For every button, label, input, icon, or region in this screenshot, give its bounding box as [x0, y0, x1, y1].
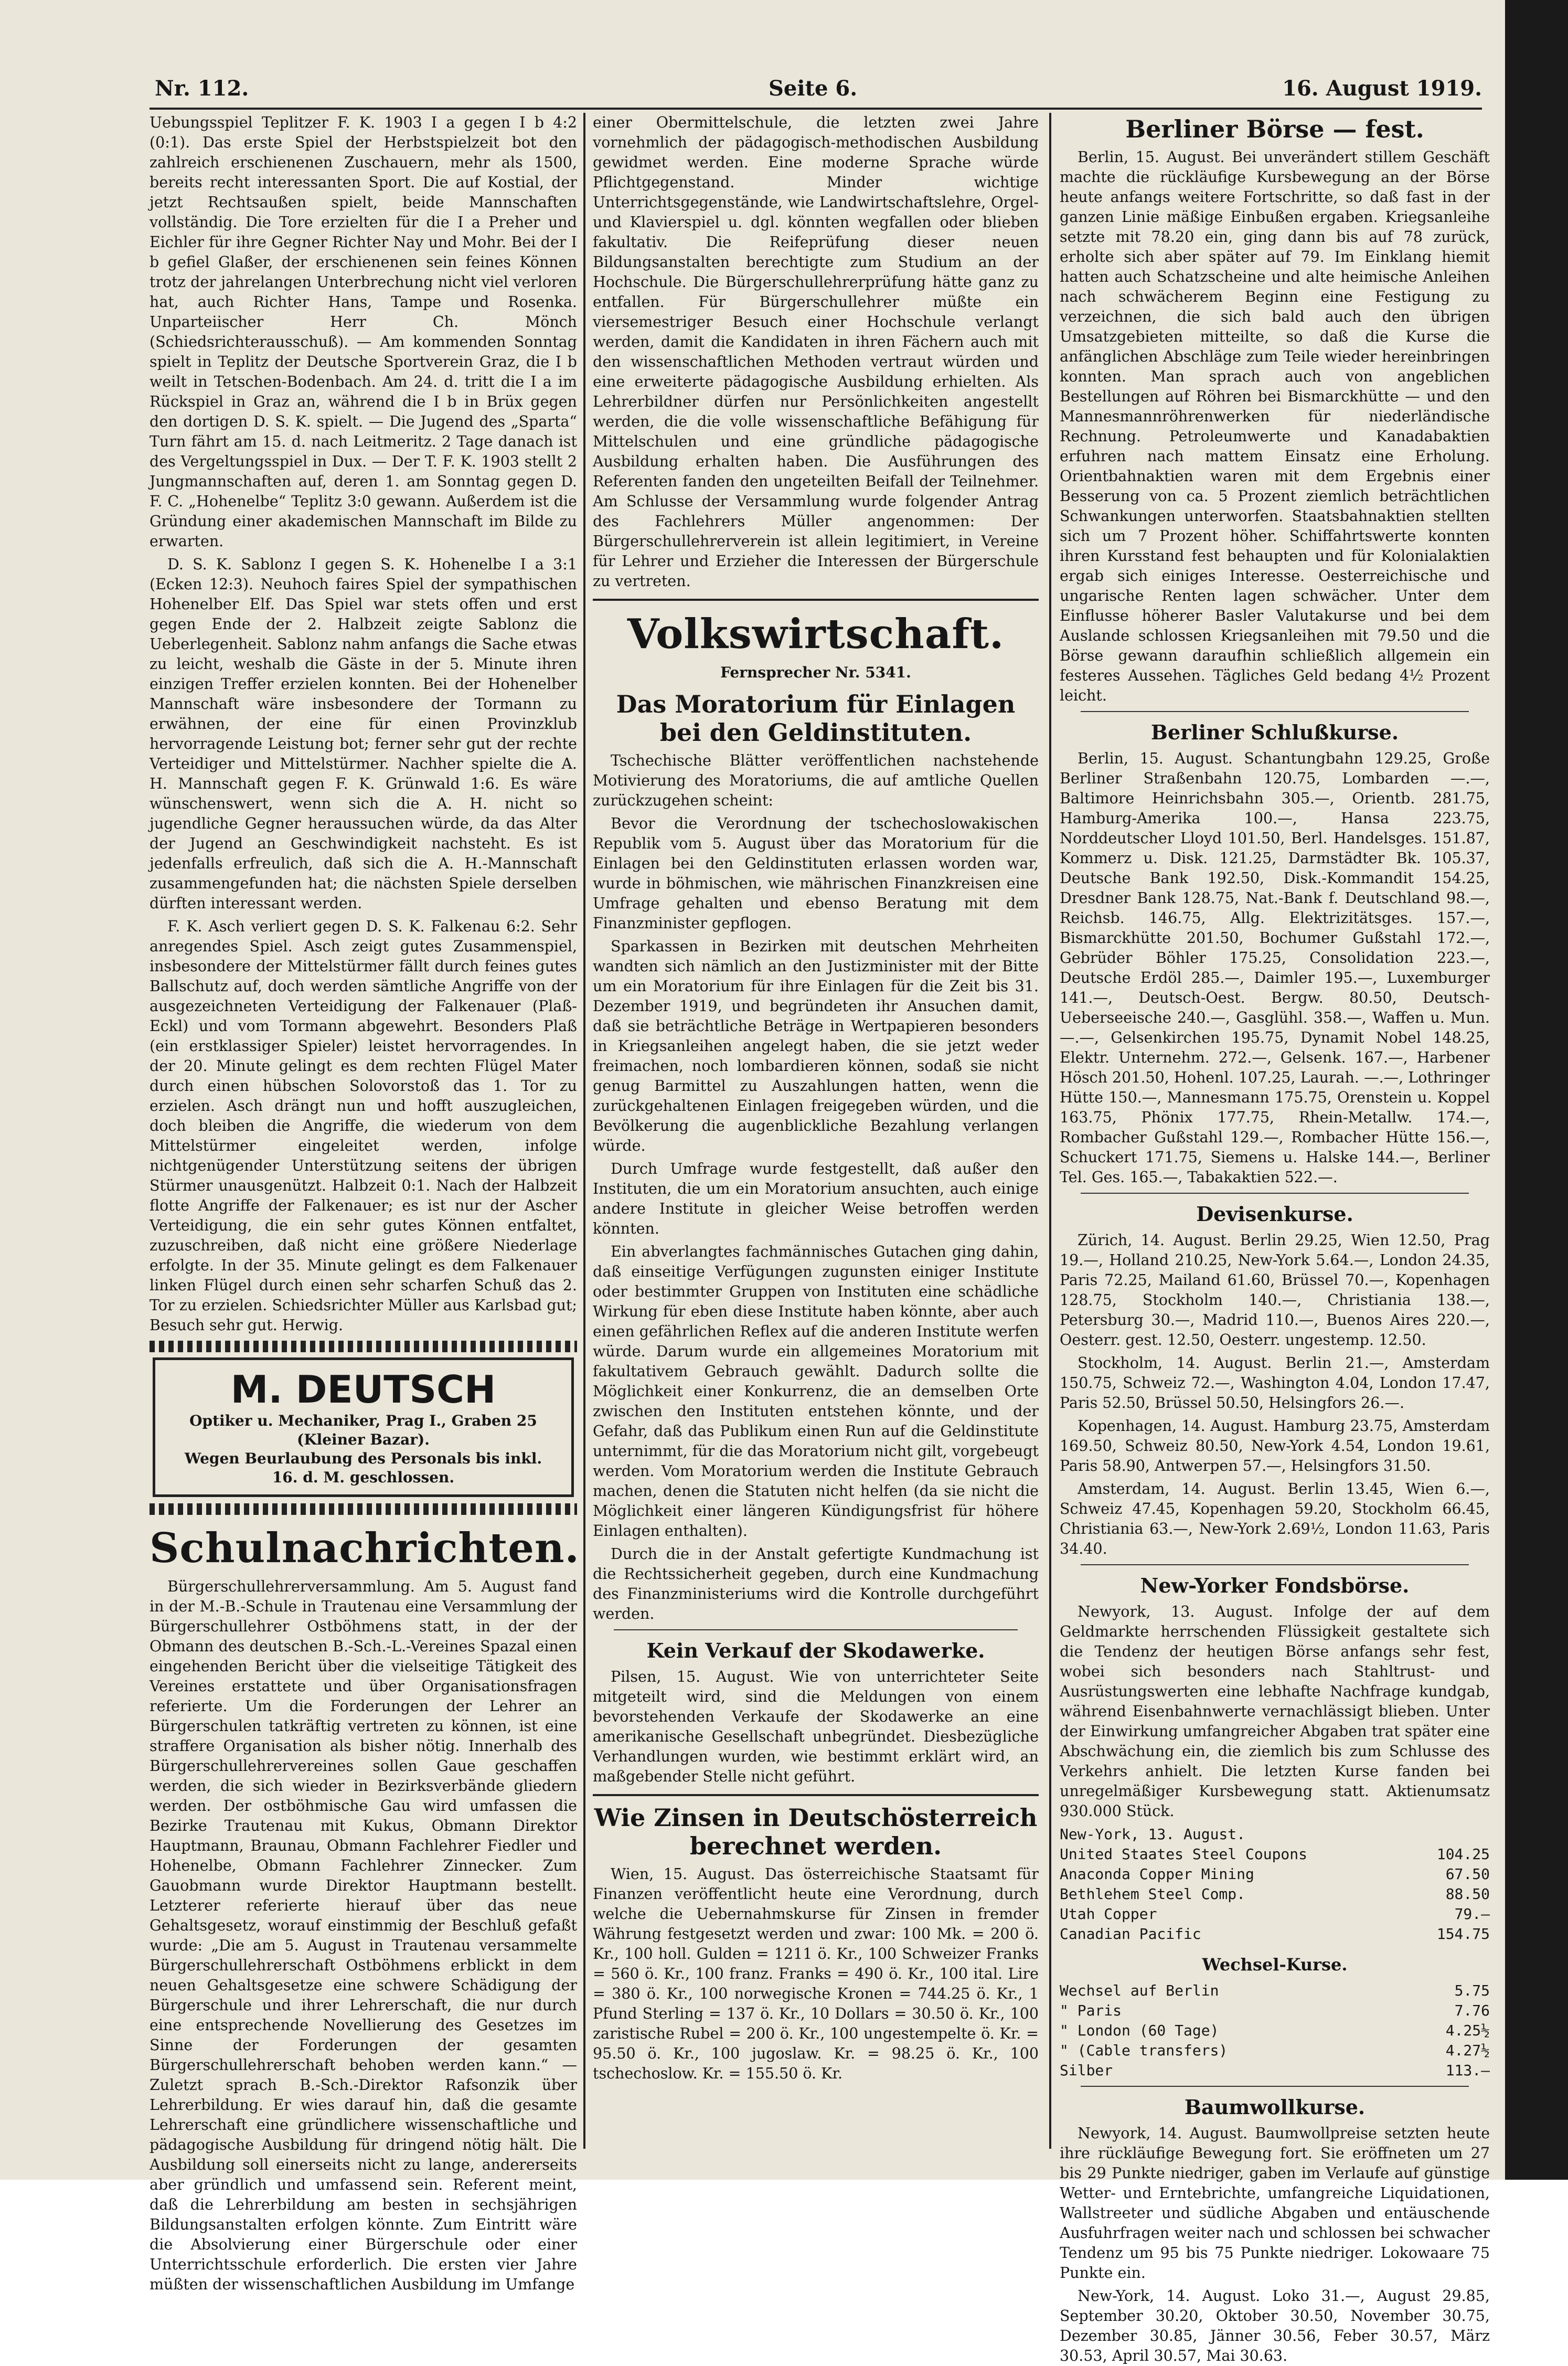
column-1 [150, 113, 580, 2293]
ornamental-rule [150, 1503, 577, 1515]
baumwoll-paragraph: New-York, 14. August. Loko 31.—, August 29.85, September 30.20, Oktober 30.50, November 30.75, Dezember 30.85, Jänner 30.56, Feber 30.57, März 30.53, April 30.57, Mai 30.63. [1060, 2287, 1490, 2364]
quote-value: 88.50 [1445, 1885, 1490, 1903]
volks-heading: Volkswirtschaft. [627, 610, 1005, 658]
quote-name: Canadian Pacific [1060, 1925, 1201, 1943]
zinsen-paragraph: Wien, 15. August. Das österreichische Staatsamt für Finanzen veröffentlicht heute eine Verordnung, durch welche die Uebernahmskurse für Zinsen in fremder Währung festgesetzt werden und zwar: 100 Mk. = 200 ö. Kr., 100 holl. Gulden = 1211 ö. Kr., 100 Schweizer Franks = 560 ö. Kr., 100 franz. Franks = 490 ö. Kr., 100 ital. Lire = 380 ö. Kr., 100 norwegische Kronen = 744.25 ö. Kr., 1 Pfund Sterling = 137 ö. Kr., 10 Dollars = 30.50 ö. Kr., 100 zaristische Rubel = 200 ö. Kr., 100 ungestempelte ö. Kr. = 95.50 ö. Kr., 100 jugoslaw. Kr. = 98.25 ö. Kr., 100 tschechoslow. Kr. = 155.50 ö. Kr. [593, 1865, 1039, 2082]
divider [1081, 711, 1469, 712]
wechsel-row [1060, 2041, 1490, 2061]
page-number: Seite 6. [769, 76, 858, 101]
moratorium-paragraph: Bevor die Verordnung der tschechoslowakischen Republik vom 5. August über das Moratorium für die Einlagen bei den Geldinstituten erlassen worden war, wurde in böhmischen, wie mährischen Finanzkreisen eine Umfrage gehalten und ebenso Beratung mit dem Finanzminister gepflogen. [593, 815, 1039, 932]
ny-quotes-table [1060, 1824, 1490, 1944]
sport-paragraph: Uebungsspiel Teplitzer F. K. 1903 I a gegen I b 4:2 (0:1). Das erste Spiel der Herbstspielzeit bot den zahlreich erschienenen Zuschauern, mehr als 1500, bereits recht interessanten Sport. Die auf Kostial, der jetzt Rechtsaußen spielt, beide Mannschaften vollständig. Die Tore erzielten für die I a Preher und Eichler für ihre Gegner Richter Nay und Mohr. Bei der I b gefiel Glaßer, der erschienenen sein feines Können trotz der jahrelangen Unterbrechung nicht viel verloren hat, auch Richter Hans, Tampe und Rosenka. Unparteiischer Herr Ch. Mönch (Schiedsrichterausschuß). — Am kommenden Sonntag spielt in Teplitz der Deutsche Sportverein Graz, die I b weilt in Tetschen-Bodenbach. Am 24. d. tritt die I a im Rückspiel in Graz an, während die I b in Brüx gegen den dortigen D. S. K. spielt. — Die Jugend des „Sparta“ Turn fährt am 15. d. nach Leitmeritz. 2 Tage danach ist des Vergeltungsspiel in Dux. — Der T. F. K. 1903 stellt 2 Jungmannschaften auf, deren 1. am Sonntag gegen D. F. C. „Hohenelbe“ Teplitz 3:0 gewann. Außerdem ist die Gründung einer akademischen Mannschaft im Bilde zu erwarten. [150, 114, 577, 550]
divider [1081, 1564, 1469, 1565]
wechsel-name: Wechsel auf Berlin [1060, 1982, 1219, 1999]
devisen-paragraph: Amsterdam, 14. August. Berlin 13.45, Wien 6.—, Schweiz 47.45, Kopenhagen 59.20, Stockholm 66.45, Christiania 63.—, New-York 2.69½, London 11.63, Paris 34.40. [1060, 1480, 1490, 1557]
wechsel-value: 7.76 [1454, 2002, 1490, 2019]
wechsel-row [1060, 2061, 1490, 2081]
moratorium-paragraph: Tschechische Blätter veröffentlichen nachstehende Motivierung des Moratoriums, die auf amtliche Quellen zurückzugehen scheint: [593, 752, 1039, 809]
quote-row [1060, 1864, 1490, 1884]
quote-row [1060, 1844, 1490, 1864]
divider [614, 1629, 1018, 1630]
sport-paragraph: D. S. K. Sablonz I gegen S. K. Hohenelbe I a 3:1 (Ecken 12:3). Neuhoch faires Spiel der sympathischen Hohenelber Elf. Das Spiel war stets offen und erst gegen Ende der 2. Halbzeit zeigte Sablonz die Ueberlegenheit. Sablonz nahm anfangs die Sache etwas zu leicht, weshalb die Gäste in der 5. Minute ihren einzigen Treffer erzielen konnten. Bei der Hohenelber Mannschaft wäre insbesondere der Tormann zu erwähnen, der eine für einen Provinzklub hervorragende Leistung bot; ferner sehr gut der rechte Verteidiger und Mittelstürmer. Nachher spielte die A. H. Mannschaft gegen F. K. Grünwald 1:6. Es wäre wünschenswert, wenn sich die A. H. nicht so jugendliche Gegner heraussuchen würde, da das Alter der Jugend an Geschwindigkeit nachsteht. Es ist jedenfalls erfreulich, daß sich die A. H.-Mannschaft zusammengefunden hat; die nächsten Spiele derselben dürften interessant werden. [150, 556, 577, 912]
issue-number: Nr. 112. [155, 76, 249, 101]
moratorium-paragraph: Ein abverlangtes fachmännisches Gutachen ging dahin, daß einseitige Verfügungen zugunsten einiger Institute oder bestimmter Gruppen von Instituten eine schädliche Wirkung für eben diese Institute haben könnte, aber auch einen gefährlichen Reflex auf die anderen Institute werfen würde. Darum wurde ein allgemeines Moratorium mit fakultativem Gebrauch gewählt. Dadurch sollte die Möglichkeit einer Konkurrenz, die an demselben Orte zwischen den Instituten entstehen könnte, und der Gefahr, daß das Publikum einen Run auf die Geldinstitute unternimmt, für die das Moratorium nicht gilt, vorgebeugt werden. Vom Moratorium werden die Institute Gebrauch machen, denen die Statuten nicht helfen (da sie nicht die Möglichkeit einer längeren Kündigungsfrist für höhere Einlagen enthalten). [593, 1243, 1039, 1540]
sport-paragraph: F. K. Asch verliert gegen D. S. K. Falkenau 6:2. Sehr anregendes Spiel. Asch zeigt gutes Zusammenspiel, insbesondere der Mittelstürmer fällt durch feines gutes Ballschutz auf, doch werden sämtliche Angriffe von der ausgezeichneten Verteidigung der Falkenauer (Plaß-Eckl) und vom Tormann abgewehrt. Besonders Plaß (ein erstklassiger Spieler) leistet hervorragendes. In der 20. Minute gelingt es dem rechten Flügel Mater durch einen hübschen Solovorstoß das 1. Tor zu erzielen. Asch drängt nun und hofft auszugleichen, doch bleiben die Angriffe, die wiederum von dem Mittelstürmer eingeleitet werden, infolge nichtgenügender Unterstützung seitens der übrigen Stürmer unausgenützt. Halbzeit 0:1. Nach der Halbzeit flotte Angriffe der Falkenauer; es ist nur der Ascher Verteidigung, die ein sehr gutes Können entfaltet, zuzuschreiben, daß nicht eine größere Niederlage erfolgte. In der 35. Minute gelingt es dem Falkenauer linken Flügel durch einen sehr scharfen Schuß das 2. Tor zu erzielen. Schiedsrichter Müller aus Karlsbad gut; Besuch sehr gut. Herwig. [150, 918, 577, 1334]
moratorium-paragraph: Durch die in der Anstalt gefertigte Kundmachung ist die Rechtssicherheit gegeben, durch eine Kundmachung des Finanzministeriums wird die Kontrolle durchgeführt werden. [593, 1545, 1039, 1622]
divider [1081, 1193, 1469, 1194]
quote-value: 79.— [1454, 1905, 1490, 1923]
wechsel-heading: Wechsel-Kurse. [1202, 1955, 1348, 1975]
schul-heading: Schulnachrichten. [150, 1524, 580, 1572]
ad-line: 16. d. M. geschlossen. [272, 1469, 455, 1486]
page-header [150, 71, 1482, 110]
wechsel-table [1060, 1981, 1490, 2081]
quote-row [1060, 1904, 1490, 1924]
ad-title: M. DEUTSCH [230, 1367, 496, 1412]
schul-paragraph: Bürgerschullehrerversammlung. Am 5. August fand in der M.-B.-Schule in Trautenau eine Versammlung der Bürgerschullehrer Ostböhmens statt, in der der Obmann des deutschen B.-Sch.-L.-Vereines Spazal einen eingehenden Bericht über die vielseitige Tätigkeit des Vereines erstattete und über Organisationsfragen referierte. Um die Forderungen der Lehrer an Bürgerschulen tatkräftig vertreten zu können, ist eine straffere Organisation als bisher nötig. Innerhalb des Bürgerschullehrervereines sollen Gaue geschaffen werden, die sich wieder in Bezirksverbände gliedern werden. Der ostböhmische Gau wird umfassen die Bezirke Trautenau mit Kukus, Obmann Direktor Hauptmann, Braunau, Obmann Fachlehrer Fiedler und Hohenelbe, Obmann Fachlehrer Zinnecker. Zum Gauobmann wurde Direktor Hauptmann bestellt. Letzterer referierte hierauf über das neue Gehaltsgesetz, worauf einstimmig der Beschluß gefaßt wurde: „Die am 5. August in Trautenau versammelte Bürgerschullehrerschaft Ostböhmens erblickt in dem neuen Gehaltsgesetze eine schwere Schädigung der Bürgerschule und ihrer Lehrerschaft, die nur durch eine entsprechende Novellierung des Gesetzes im Sinne der Forderungen der gesamten Bürgerschullehrerschaft behoben werden kann.“ — Zuletzt sprach B.-Sch.-Direktor Rafsonzik über Lehrerbildung. Er wies darauf hin, daß die gesamte Lehrerschaft eine gründlichere wissenschaftliche und pädagogische Ausbildung für dringend nötig hält. Die Ausbildung soll einerseits nicht zu lange, andererseits aber gründlich und umfassend sein. Referent meint, daß die Lehrerbildung am besten in sechsjährigen Bildungsanstalten erfolgen könnte. Zum Eintritt wäre die Absolvierung einer Bürgerschule oder einer Unterrichtsschule erforderlich. Die ersten vier Jahre müßten der wissenschaftlichen Ausbildung im Umfange [150, 1578, 577, 2293]
zinsen-heading: Wie Zinsen in Deutschösterreich berechnet werden. [594, 1803, 1038, 1860]
column-rule-2 [1049, 113, 1051, 2149]
wechsel-value: 5.75 [1454, 1982, 1490, 1999]
moratorium-heading: Das Moratorium für Einlagen bei den Geldinstituten. [616, 690, 1016, 747]
wechsel-name: " Paris [1060, 2002, 1122, 2019]
devisen-paragraph: Stockholm, 14. August. Berlin 21.—, Amsterdam 150.75, Schweiz 72.—, Washington 4.04, London 17.47, Paris 52.50, Brüssel 50.50, Helsingfors 26.—. [1060, 1354, 1490, 1412]
column-rule-1 [583, 113, 585, 2149]
wechsel-row [1060, 2021, 1490, 2041]
wechsel-row [1060, 1981, 1490, 2001]
ny-quotes-head: New-York, 13. August. [1060, 1826, 1246, 1843]
quote-value: 154.75 [1436, 1925, 1490, 1943]
divider [1081, 2086, 1469, 2087]
baumwoll-heading: Baumwollkurse. [1184, 2095, 1366, 2119]
quote-row [1060, 1884, 1490, 1904]
quote-value: 104.25 [1436, 1845, 1490, 1863]
ornamental-rule [150, 1341, 577, 1352]
column-3 [1060, 113, 1490, 2364]
wechsel-name: Silber [1060, 2062, 1113, 2079]
wechsel-value: 4.27½ [1445, 2042, 1490, 2059]
quote-value: 67.50 [1445, 1865, 1490, 1883]
devisen-paragraph: Zürich, 14. August. Berlin 29.25, Wien 12.50, Prag 19.—, Holland 210.25, New-York 5.64.—, London 24.35, Paris 72.25, Mailand 61.60, Brüssel 70.—, Kopenhagen 128.75, Stockholm 140.—, Christiania 138.—, Petersburg 30.—, Madrid 110.—, Buenos Aires 220.—, Oesterr. gest. 12.50, Oesterr. ungestemp. 12.50. [1060, 1232, 1490, 1349]
ad-line: Wegen Beurlaubung des Personals bis inkl. [184, 1450, 542, 1467]
column-2 [593, 113, 1039, 2149]
section-rule [593, 1794, 1039, 1796]
wechsel-name: " London (60 Tage) [1060, 2022, 1219, 2039]
wechsel-value: 113.— [1445, 2062, 1490, 2079]
quote-name: United Staates Steel Coupons [1060, 1845, 1308, 1863]
skoda-paragraph: Pilsen, 15. August. Wie von unterrichteter Seite mitgeteilt wird, sind die Meldungen von einem bevorstehenden Verkaufe der Skodawerke an eine amerikanische Gesellschaft unbegründet. Diesbezügliche Verhandlungen wurden, wie bestimmt erklärt wird, an maßgebender Stelle nicht geführt. [593, 1668, 1039, 1785]
quote-name: Utah Copper [1060, 1905, 1157, 1923]
devisen-paragraph: Kopenhagen, 14. August. Hamburg 23.75, Amsterdam 169.50, Schweiz 80.50, New-York 4.54, London 19.61, Paris 58.90, Antwerpen 57.—, Helsingfors 31.50. [1060, 1417, 1490, 1474]
schlusskurse-heading: Berliner Schlußkurse. [1150, 720, 1399, 744]
skoda-heading: Kein Verkauf der Skodawerke. [646, 1639, 985, 1662]
volks-phone: Fernsprecher Nr. 5341. [720, 664, 911, 681]
issue-date: 16. August 1919. [1282, 76, 1482, 101]
quote-name: Bethlehem Steel Comp. [1060, 1885, 1246, 1903]
continued-paragraph: einer Obermittelschule, die letzten zwei Jahre vornehmlich der pädagogisch-methodischen Ausbildung gewidmet werden. Eine moderne Sprache würde Pflichtgegenstand. Minder wichtige Unterrichtsgegenstände, wie Landwirtschaftslehre, Orgel- und Klavierspiel u. dgl. könnten wegfallen oder blieben fakultativ. Die Reifeprüfung dieser neuen Bildungsanstalten berechtigte zum Studium an der Hochschule. Die Bürgerschullehrerprüfung hätte ganz zu entfallen. Für Bürgerschullehrer müßte ein viersemestriger Besuch einer Hochschule verlangt werden, damit die Kandidaten in ihren Fächern auch mit den wissenschaftlichen Methoden vertraut würden und eine erweiterte pädagogische Ausbildung erhielten. Als Lehrerbildner dürfen nur Persönlichkeiten angestellt werden, die die volle wissenschaftliche Befähigung für Mittelschulen und eine gründliche pädagogische Ausbildung erhalten haben. Die Ausführungen des Referenten fanden den ungeteilten Beifall der Teilnehmer. Am Schlusse der Versammlung wurde folgender Antrag des Fachlehrers Müller angenommen: Der Bürgerschullehrerverein ist allein legitimiert, in Vereine für Lehrer und Erzieher die Interessen der Bürgerschule zu vertreten. [593, 114, 1039, 590]
moratorium-paragraph: Durch Umfrage wurde festgestellt, daß außer den Instituten, die um ein Moratorium ansuchten, auch einige andere Institute in gleicher Weise betroffen werden könnten. [593, 1160, 1039, 1237]
wechsel-row [1060, 2001, 1490, 2021]
baumwoll-paragraph: Newyork, 14. August. Baumwollpreise setzten heute ihre rückläufige Bewegung fort. Sie eröffneten um 27 bis 29 Punkte niedriger, gaben im Verlaufe auf günstige Wetter- und Erntebrichte, umfangreiche Liquidationen, Wallstreeter und südliche Abgaben und entäuschende Ausfuhrfragen weiter nach und schlossen bei schwacher Tendenz um 95 bis 75 Punkte niedriger. Lokowaare 75 Punkte ein. [1060, 2125, 1490, 2282]
schlusskurse-paragraph: Berlin, 15. August. Schantungbahn 129.25, Große Berliner Straßenbahn 120.75, Lombarden —.—, Baltimore Heinrichsbahn 305.—, Orientb. 281.75, Hamburg-Amerika 100.—, Hansa 223.75, Norddeutscher Lloyd 101.50, Berl. Handelsges. 151.87, Kommerz u. Disk. 121.25, Darmstädter Bk. 105.37, Deutsche Bank 192.50, Disk.-Kommandit 154.25, Dresdner Bank 128.75, Nat.-Bank f. Deutschland 98.—, Reichsb. 146.75, Allg. Elektrizitätsges. 157.—, Bismarckhütte 201.50, Bochumer Gußstahl 172.—, Gebrüder Böhler 175.25, Consolidation 223.—, Deutsche Erdöl 285.—, Daimler 195.—, Luxemburger 141.—, Deutsch-Oest. Bergw. 80.50, Deutsch-Ueberseeische 240.—, Gasglühl. 358.—, Waffen u. Mun. —.—, Gelsenkirchen 195.75, Dynamit Nobel 148.25, Elektr. Unternehm. 272.—, Gelsenk. 167.—, Harbener Hösch 201.50, Hohenl. 107.25, Laurah. —.—, Lothringer Hütte 150.—, Mannesmann 175.75, Orenstein u. Koppel 163.75, Phönix 177.75, Rhein-Metallw. 174.—, Rombacher Gußstahl 129.—, Rombacher Hütte 156.—, Schuckert 171.75, Siemens u. Halske 144.—, Berliner Tel. Ges. 165.—, Tabakaktien 522.—. [1060, 750, 1490, 1186]
moratorium-paragraph: Sparkassen in Bezirken mit deutschen Mehrheiten wandten sich nämlich an den Justizminister mit der Bitte um ein Moratorium für ihre Einlagen für die Zeit bis 31. Dezember 1919, und begründeten ihr Ansuchen damit, daß sie beträchtliche Beträge in Wertpapieren besonders in Kriegsanleihen angelegt haben, die sie jetzt weder freimachen, noch lombardieren können, sodaß sie nicht genug Barmittel zu Auszahlungen hatten, wenn die zurückgehaltenen Einlagen freigegeben würden, und die Bevölkerung die augenblickliche Bezahlung verlangen würde. [593, 938, 1039, 1154]
deutsch-advertisement [153, 1357, 574, 1497]
wechsel-name: " (Cable transfers) [1060, 2042, 1228, 2059]
page-dark-edge [1505, 0, 1568, 2180]
ny-heading: New-Yorker Fondsbörse. [1140, 1574, 1410, 1597]
devisen-heading: Devisenkurse. [1196, 1202, 1353, 1226]
boerse-paragraph: Berlin, 15. August. Bei unverändert stillem Geschäft machte die rückläufige Kursbewegung an der Börse heute anfangs weitere Fortschritte, so daß fast in der ganzen Linie mäßige Einbußen ergaben. Kriegsanleihe setzte mit 78.20 ein, ging dann bis auf 78 zurück, erholte sich aber später auf 79. Im Einklang hiemit hatten auch Schatzscheine und alte heimische Anleihen nach schwächerem Beginn eine Festigung zu verzeichnen, die sich bald auch den übrigen Umsatzgebieten mitteilte, so daß die Kurse die anfänglichen Abschläge zum Teile wieder hereinbringen konnten. Man sprach auch von angeblichen Bestellungen auf Röhren bei Bismarckhütte — und den Mannesmannröhrenwerken für niederländische Rechnung. Petroleumwerte und Kanadabaktien erfuhren nach mattem Einsatz eine Erholung. Orientbahnaktien waren mit dem Ergebnis einer Besserung von ca. 5 Prozent ziemlich beträchtlichen Schwankungen unterworfen. Staatsbahnaktien stellten sich um 7 Prozent höher. Schiffahrtswerte konnten ihren Kursstand fest behaupten und für Kolonialaktien ergab sich einiges Interesse. Oesterreichische und ungarische Renten lagen schwächer. Unter dem Einflusse höherer Basler Valutakurse und bei dem Auslande schlossen Kriegsanleihen mit 79.50 und die Börse gewann daraufhin schließlich allgemein ein festeres Aussehen. Tägliches Geld bedang 4½ Prozent leicht. [1060, 148, 1490, 704]
ny-paragraph: Newyork, 13. August. Infolge der auf dem Geldmarkte herrschenden Flüssigkeit gestaltete sich die Tendenz der heutigen Börse anfangs sehr fest, wobei sich besonders nach Stahltrust- und Ausrüstungswerten eine lebhafte Nachfrage kundgab, während Eisenbahnwerte vernachlässigt blieben. Unter der Einwirkung umfangreicher Abgaben trat später eine Abschwächung ein, die ziemlich bis zum Schlusse des Verkehrs anhielt. Die letzten Kurse fanden bei unregelmäßiger Kursbewegung statt. Aktienumsatz 930.000 Stück. [1060, 1603, 1490, 1820]
section-rule [593, 599, 1039, 601]
quote-name: Anaconda Copper Mining [1060, 1865, 1254, 1883]
boerse-heading: Berliner Börse — fest. [1125, 115, 1424, 143]
wechsel-value: 4.25½ [1445, 2022, 1490, 2039]
ad-line: (Kleiner Bazar). [297, 1431, 430, 1448]
ad-line: Optiker u. Mechaniker, Prag I., Graben 25 [189, 1412, 537, 1429]
quote-row [1060, 1924, 1490, 1944]
